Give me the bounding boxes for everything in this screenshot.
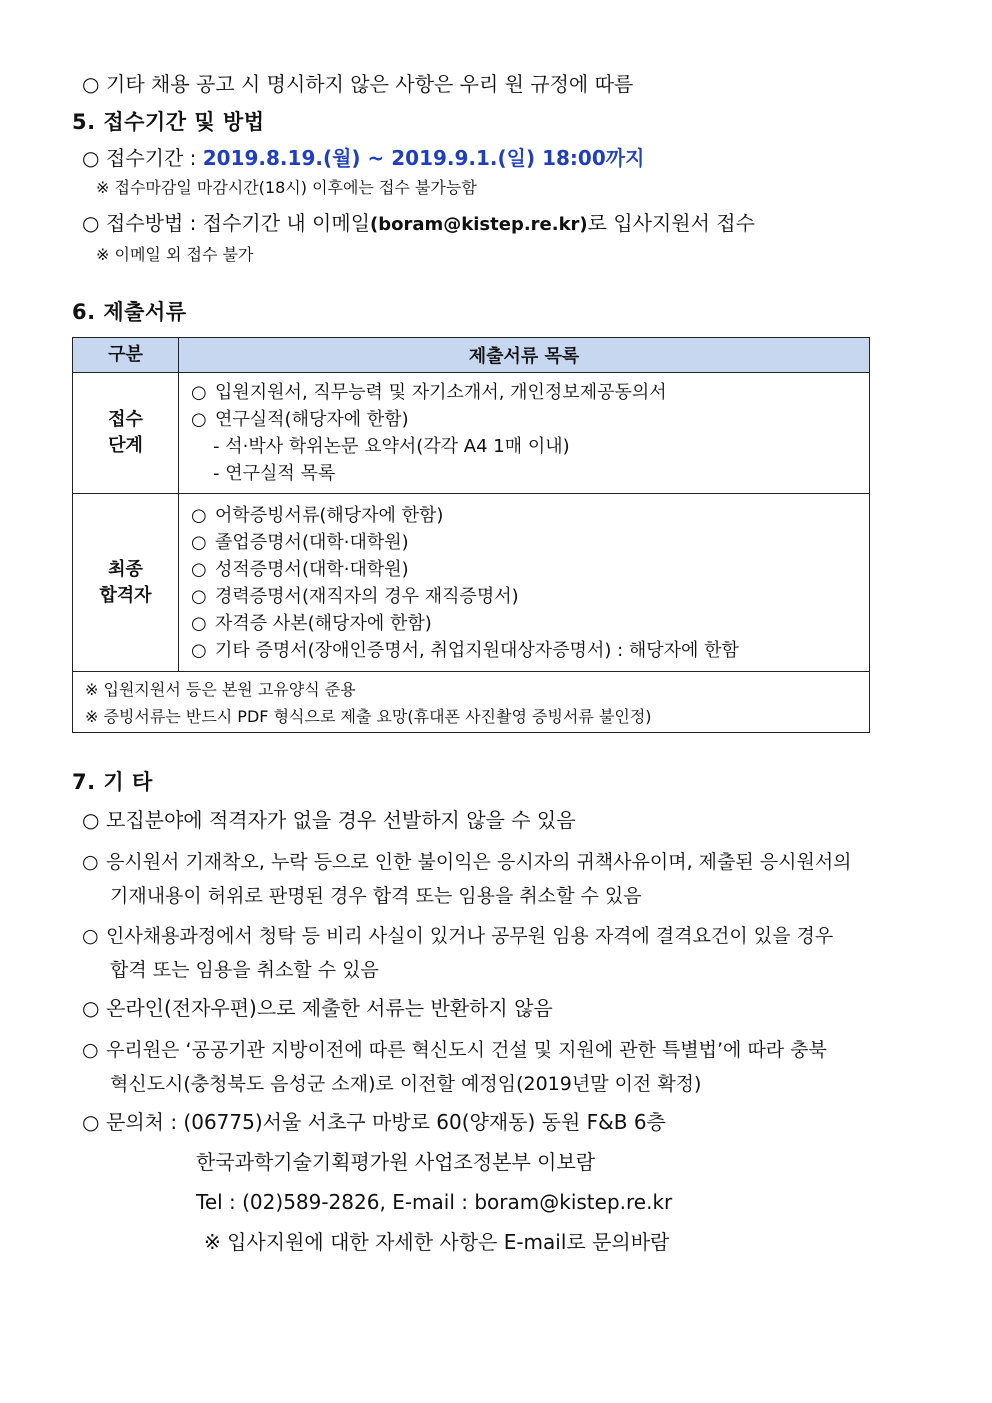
row-label-final: 최종 합격자 [73, 494, 179, 672]
circle-bullet-icon: ○ [82, 211, 100, 235]
list-item: ○ 경력증명서(재직자의 경우 재직증명서) [191, 583, 869, 610]
header-documents: 제출서류 목록 [179, 338, 870, 373]
period-note: ※ 접수마감일 마감시간(18시) 이후에는 접수 불가능함 [96, 178, 477, 197]
header-category: 구분 [73, 338, 179, 373]
circle-bullet-icon: ○ [82, 996, 100, 1020]
section-7-title: 7. 기 타 [72, 770, 153, 794]
contact-tel-email: Tel : (02)589-2826, E-mail : boram@kistep.re.kr [196, 1190, 673, 1214]
method-note: ※ 이메일 외 접수 불가 [96, 245, 254, 264]
circle-bullet-icon: ○ [82, 925, 99, 947]
circle-bullet-icon: ○ [191, 612, 207, 634]
list-item: ○ 어학증빙서류(해당자에 한함) [191, 502, 869, 529]
list-item: ○ 입원지원서, 직무능력 및 자기소개서, 개인정보제공동의서 [191, 379, 869, 406]
misc-item: ○ 모집분야에 적격자가 없을 경우 선발하지 않을 수 있음 [82, 808, 576, 832]
period-value: 2019.8.19.(월) ~ 2019.9.1.(일) 18:00까지 [202, 146, 645, 170]
row-label-submission: 접수 단계 [73, 373, 179, 494]
misc-item: ○ 온라인(전자우편)으로 제출한 서류는 반환하지 않음 [82, 996, 553, 1020]
circle-bullet-icon: ○ [82, 146, 100, 170]
method-email: (boram@kistep.re.kr) [370, 214, 588, 235]
table-row [73, 373, 870, 494]
row-items-final [179, 494, 870, 672]
circle-bullet-icon: ○ [82, 72, 100, 96]
circle-bullet-icon: ○ [191, 558, 207, 580]
table-header-row [73, 338, 870, 373]
misc-item: ○ 인사채용과정에서 청탁 등 비리 사실이 있거나 공무원 임용 자격에 결격요건이 있을 경우 합격 또는 임용을 취소할 수 있음 [82, 919, 833, 987]
list-item: - 연구실적 목록 [213, 463, 336, 484]
section-6-title: 6. 제출서류 [72, 300, 187, 324]
circle-bullet-icon: ○ [191, 639, 207, 661]
circle-bullet-icon: ○ [82, 1110, 100, 1134]
list-item: ○ 자격증 사본(해당자에 한함) [191, 610, 869, 637]
circle-bullet-icon: ○ [191, 585, 207, 607]
method-item: ○ 접수방법 : 접수기간 내 이메일(boram@kistep.re.kr)로 입사지원서 접수 [82, 211, 755, 235]
list-item: - 석·박사 학위논문 요약서(각각 A4 1매 이내) [213, 436, 570, 457]
footnote: ※ 입원지원서 등은 본원 고유양식 준용 [85, 680, 356, 699]
circle-bullet-icon: ○ [82, 1039, 99, 1061]
circle-bullet-icon: ○ [191, 382, 207, 403]
list-item: ○ 졸업증명서(대학·대학원) [191, 529, 869, 556]
list-item: ○ 연구실적(해당자에 한함) [191, 406, 869, 433]
circle-bullet-icon: ○ [191, 409, 207, 430]
section-5-title: 5. 접수기간 및 방법 [72, 110, 265, 134]
period-item: ○ 접수기간 : 2019.8.19.(월) ~ 2019.9.1.(일) 18:00까지 [82, 146, 645, 170]
misc-item: ○ 응시원서 기재착오, 누락 등으로 인한 불이익은 응시자의 귀책사유이며, 제출된 응시원서의 기재내용이 허위로 판명된 경우 합격 또는 임용을 취소할 수 있음 [82, 845, 852, 913]
contact-note: ※ 입사지원에 대한 자세한 사항은 E-mail로 문의바람 [204, 1230, 670, 1254]
contact-org: 한국과학기술기획평가원 사업조정본부 이보람 [196, 1150, 596, 1174]
circle-bullet-icon: ○ [191, 504, 207, 526]
list-item: ○ 성적증명서(대학·대학원) [191, 556, 869, 583]
circle-bullet-icon: ○ [82, 851, 99, 873]
rule-item: ○ 기타 채용 공고 시 명시하지 않은 사항은 우리 원 규정에 따름 [82, 72, 634, 96]
circle-bullet-icon: ○ [82, 808, 100, 832]
list-item: ○ 기타 증명서(장애인증명서, 취업지원대상자증명서) : 해당자에 한함 [191, 637, 869, 664]
circle-bullet-icon: ○ [191, 531, 207, 553]
documents-table [72, 337, 870, 733]
table-row [73, 494, 870, 672]
row-items-submission [179, 373, 870, 494]
table-footnote-row [73, 672, 870, 733]
misc-item: ○ 우리원은 ‘공공기관 지방이전에 따른 혁신도시 건설 및 지원에 관한 특별법’에 따라 충북 혁신도시(충청북도 음성군 소재)로 이전할 예정임(2019년말 이전 확정) [82, 1033, 827, 1101]
footnote: ※ 증빙서류는 반드시 PDF 형식으로 제출 요망(휴대폰 사진촬영 증빙서류 불인정) [85, 707, 652, 726]
table-footnotes [73, 672, 870, 733]
contact-item: ○ 문의처 : (06775)서울 서초구 마방로 60(양재동) 동원 F&B 6층 [82, 1110, 666, 1134]
